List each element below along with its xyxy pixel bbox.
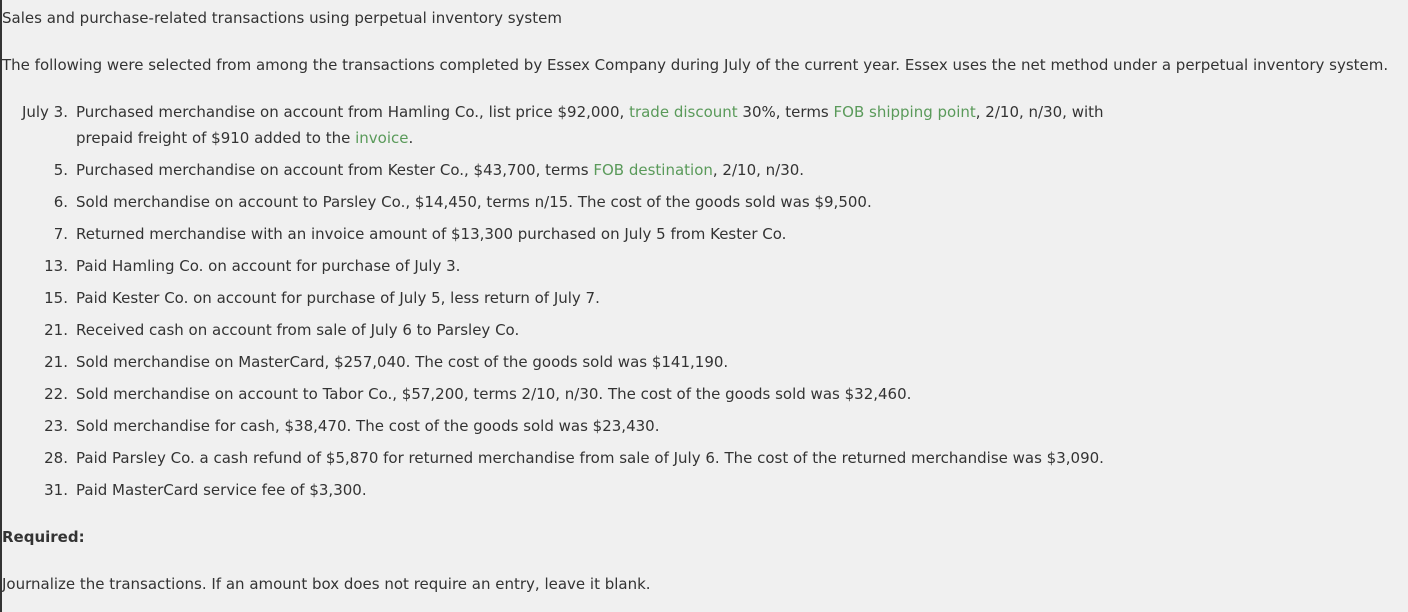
glossary-term-link[interactable]: invoice <box>355 129 409 147</box>
transaction-text <box>76 285 1156 311</box>
transaction-text-segment: Sold merchandise on MasterCard, $257,040. The cost of the goods sold was $141,190. <box>76 353 729 371</box>
transaction-text <box>76 189 1156 215</box>
transaction-date: 15. <box>44 289 68 307</box>
problem-intro: The following were selected from among the transactions completed by Essex Company during July of the current year. Essex uses the net method under a perpetual inventory system. <box>2 56 1389 74</box>
transaction-text <box>76 445 1156 471</box>
transaction-text <box>76 221 1156 247</box>
transaction-text-segment: Paid Kester Co. on account for purchase of July 5, less return of July 7. <box>76 289 600 307</box>
transaction-date: 5. <box>53 161 68 179</box>
transaction-date: 21. <box>44 321 68 339</box>
transaction-text <box>76 349 1156 375</box>
transaction-text-segment: Sold merchandise for cash, $38,470. The cost of the goods sold was $23,430. <box>76 417 660 435</box>
transaction-text <box>76 477 1156 503</box>
transaction-date: 21. <box>44 353 68 371</box>
transaction-text <box>76 99 1156 151</box>
transaction-text <box>76 317 1156 343</box>
transaction-text-segment: Returned merchandise with an invoice amount of $13,300 purchased on July 5 from Kester Co. <box>76 225 787 243</box>
transaction-date: July 3. <box>21 103 68 121</box>
transaction-text <box>76 381 1156 407</box>
transaction-text-segment: Purchased merchandise on account from Kester Co., $43,700, terms <box>76 161 594 179</box>
instruction-text: Journalize the transactions. If an amount box does not require an entry, leave it blank. <box>2 575 651 593</box>
transaction-text-segment: Paid Hamling Co. on account for purchase of July 3. <box>76 257 461 275</box>
transaction-text-segment: Received cash on account from sale of July 6 to Parsley Co. <box>76 321 520 339</box>
transaction-date: 28. <box>44 449 68 467</box>
glossary-term-link[interactable]: trade discount <box>629 103 738 121</box>
transaction-date: 31. <box>44 481 68 499</box>
problem-title: Sales and purchase-related transactions using perpetual inventory system <box>2 9 562 27</box>
transaction-date: 22. <box>44 385 68 403</box>
required-label: Required: <box>2 528 85 546</box>
transaction-text-segment: 30%, terms <box>737 103 834 121</box>
transaction-text-segment: . <box>408 129 414 147</box>
transaction-date: 6. <box>53 193 68 211</box>
transaction-text-segment: Purchased merchandise on account from Hamling Co., list price $92,000, <box>76 103 630 121</box>
transaction-text <box>76 157 1156 183</box>
transaction-date: 13. <box>44 257 68 275</box>
transaction-date: 7. <box>53 225 68 243</box>
glossary-term-link[interactable]: FOB shipping point <box>833 103 976 121</box>
transaction-text-segment: , 2/10, n/30. <box>712 161 805 179</box>
transaction-text-segment: Paid Parsley Co. a cash refund of $5,870 for returned merchandise from sale of July 6. The cost of the returned merchandise was $3,090. <box>76 449 1104 467</box>
transaction-text-segment: Sold merchandise on account to Tabor Co., $57,200, terms 2/10, n/30. The cost of the goods sold was $32,460. <box>76 385 912 403</box>
transaction-text <box>76 253 1156 279</box>
transaction-text-segment: Sold merchandise on account to Parsley Co., $14,450, terms n/15. The cost of the goods sold was $9,500. <box>76 193 872 211</box>
glossary-term-link[interactable]: FOB destination <box>593 161 713 179</box>
transaction-date: 23. <box>44 417 68 435</box>
transaction-text-segment: Paid MasterCard service fee of $3,300. <box>76 481 367 499</box>
transaction-text <box>76 413 1156 439</box>
transaction-text-segment: , 2/10, n/30, with prepaid freight of $910 added to the <box>76 103 1104 147</box>
